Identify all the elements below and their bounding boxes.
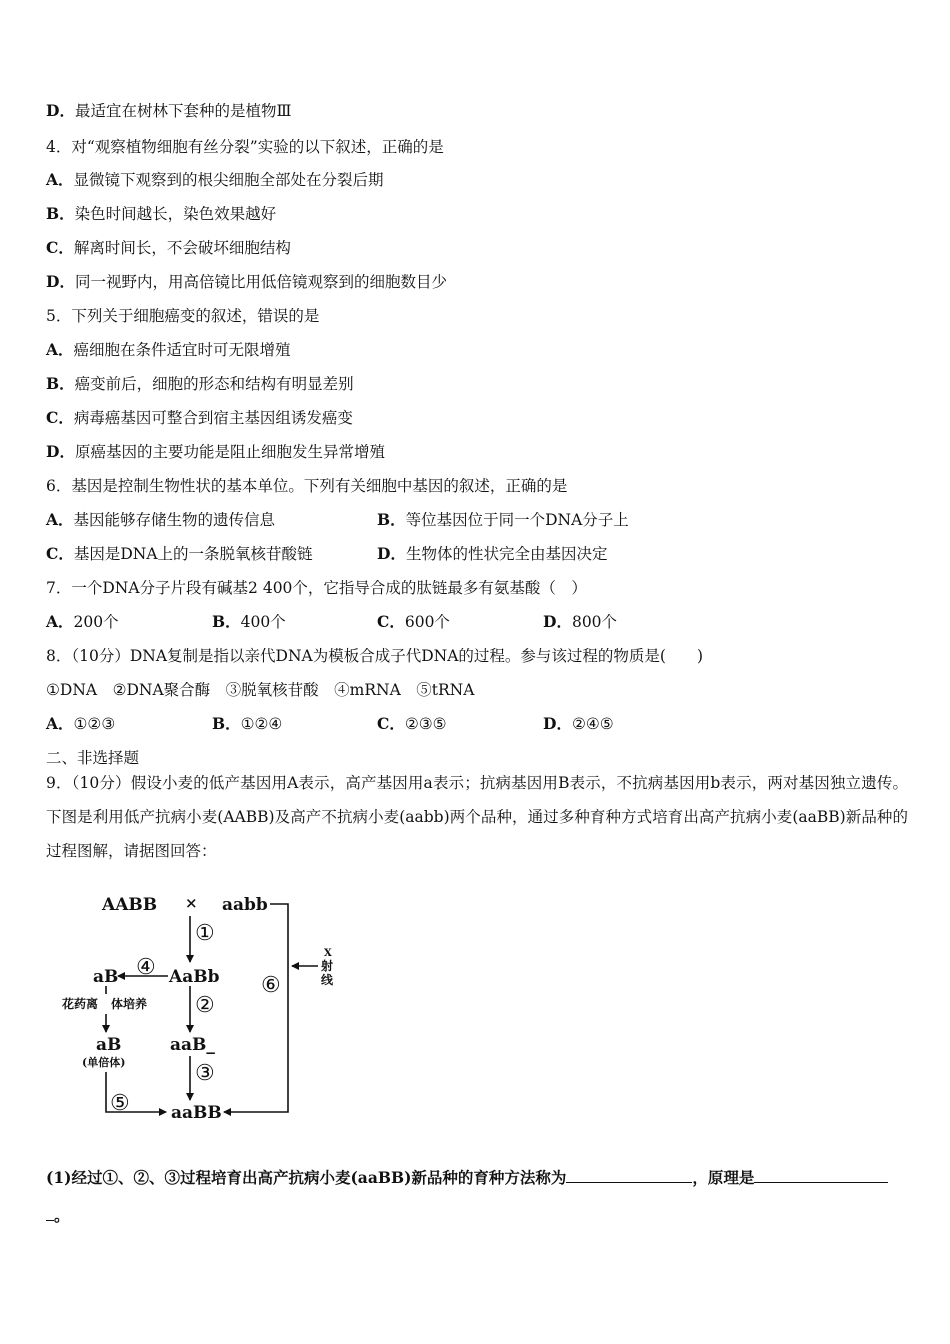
final-genotype: aaBB <box>171 1103 222 1123</box>
option-label: D． <box>46 442 75 461</box>
q7-stem: 7．一个DNA分子片段有碱基2 400个，它指导合成的肽链最多有氨基酸（ ） <box>46 579 587 597</box>
option-label: C． <box>46 408 74 427</box>
q9-stem-text: 假设小麦的低产基因用A表示，高产基因用a表示；抗病基因用B表示，不抗病基因用b表示，两对基因独立遗传。下图是利用低产抗病小麦(AABB)及高产不抗病小麦(aabb)两个品种，通过多种育种方式培育出高产抗病小麦(aaBB)新品种的过程图解，请据图回答： <box>46 774 908 860</box>
option-text: 400个 <box>240 613 286 631</box>
selected-genotype: aaB_ <box>170 1035 215 1055</box>
q6-stem: 6．基因是控制生物性状的基本单位。下列有关细胞中基因的叙述，正确的是 <box>46 477 568 495</box>
q9-sub1 <box>46 1166 888 1188</box>
culture-label-2: 体培养 <box>111 997 148 1011</box>
q7-option-c <box>377 612 450 632</box>
option-text: 染色时间越长，染色效果越好 <box>74 205 277 223</box>
section-heading: 二、非选择题 <box>46 749 140 767</box>
q8-stem <box>46 646 703 666</box>
option-label: A． <box>46 714 74 733</box>
option-text: ①②③ <box>73 715 116 733</box>
answer-blank-method[interactable] <box>566 1166 692 1183</box>
f1-genotype: AaBb <box>169 967 220 987</box>
q4-option-b <box>46 204 276 224</box>
q7-option-d <box>543 612 617 632</box>
option-text: 癌变前后，细胞的形态和结构有明显差别 <box>74 375 354 393</box>
q6-option-b <box>377 510 629 530</box>
option-label: C． <box>377 612 405 631</box>
option-label: B． <box>212 612 241 631</box>
option-label: B． <box>46 374 75 393</box>
option-label: C． <box>46 544 74 563</box>
q5-option-c <box>46 408 353 428</box>
q9-score: 9．（10分） <box>46 774 131 792</box>
q8-score: 8．（10分） <box>46 647 130 665</box>
option-text: 最适宜在树林下套种的是植物Ⅲ <box>74 102 292 120</box>
q8-option-c <box>377 714 447 734</box>
q7-option-a <box>46 612 119 632</box>
option-label: B． <box>46 204 75 223</box>
q9-sub1-cont <box>46 1204 70 1226</box>
option-text: 等位基因位于同一个DNA分子上 <box>405 511 629 529</box>
q4-option-c <box>46 238 291 258</box>
gamete-genotype: aB <box>93 967 119 987</box>
arrow-step-6 <box>224 904 288 1112</box>
parent-aabb-recessive: aabb <box>222 895 268 915</box>
q8-option-a <box>46 714 115 734</box>
option-label: A． <box>46 510 74 529</box>
q6-option-a <box>46 510 275 530</box>
cross-sign: × <box>185 894 198 912</box>
option-text: 生物体的性状完全由基因决定 <box>405 545 608 563</box>
step-5-label: ⑤ <box>110 1091 130 1116</box>
q9-stem <box>46 766 908 868</box>
q4-option-d <box>46 272 447 292</box>
option-text: 显微镜下观察到的根尖细胞全部处在分裂后期 <box>73 171 384 189</box>
q5-option-d <box>46 442 385 462</box>
q8-option-d <box>543 714 614 734</box>
option-text: 600个 <box>404 613 450 631</box>
haploid-genotype: aB <box>96 1035 122 1055</box>
step-6-label: ⑥ <box>261 973 281 998</box>
option-text: 基因是DNA上的一条脱氧核苷酸链 <box>73 545 313 563</box>
q5-option-a <box>46 340 291 360</box>
q8-option-b <box>212 714 282 734</box>
option-label: D． <box>543 714 572 733</box>
q5-stem: 5．下列关于细胞癌变的叙述，错误的是 <box>46 307 320 325</box>
xray-label-she: 射 <box>321 959 334 973</box>
option-text: 基因能够存储生物的遗传信息 <box>73 511 276 529</box>
q9-sub1-end: 。 <box>54 1206 70 1225</box>
option-label: B． <box>377 510 406 529</box>
option-label: D． <box>46 101 75 120</box>
haploid-note: (单倍体) <box>82 1056 126 1069</box>
q3-option-d <box>46 101 291 121</box>
option-text: 200个 <box>73 613 119 631</box>
option-label: D． <box>377 544 406 563</box>
step-3-label: ③ <box>195 1061 215 1086</box>
option-label: C． <box>46 238 74 257</box>
option-text: ②③⑤ <box>404 715 447 733</box>
breeding-diagram <box>56 886 356 1126</box>
option-label: D． <box>46 272 75 291</box>
option-text: 解离时间长，不会破坏细胞结构 <box>73 239 291 257</box>
xray-label-xian: 线 <box>321 973 334 987</box>
q9-sub1-mid: ，原理是 <box>692 1168 755 1187</box>
parent-aabb-dominant: AABB <box>102 895 158 915</box>
q4-option-a <box>46 170 384 190</box>
option-text: 800个 <box>571 613 618 631</box>
q8-stem-text: DNA复制是指以亲代DNA为模板合成子代DNA的过程。参与该过程的物质是( ) <box>129 647 703 665</box>
q6-option-c <box>46 544 313 564</box>
option-text: 同一视野内，用高倍镜比用低倍镜观察到的细胞数目少 <box>74 273 447 291</box>
q9-sub1-text: (1)经过①、②、③过程培育出高产抗病小麦(aaBB)新品种的育种方法称为 <box>46 1168 567 1187</box>
step-4-label: ④ <box>136 955 156 980</box>
option-text: 病毒癌基因可整合到宿主基因组诱发癌变 <box>73 409 353 427</box>
option-text: 癌细胞在条件适宜时可无限增殖 <box>73 341 291 359</box>
option-label: A． <box>46 340 74 359</box>
option-text: ②④⑤ <box>571 715 614 733</box>
step-2-label: ② <box>195 993 215 1018</box>
option-text: 原癌基因的主要功能是阻止细胞发生异常增殖 <box>74 443 385 461</box>
option-label: D． <box>543 612 572 631</box>
q8-items: ①DNA ②DNA聚合酶 ③脱氧核苷酸 ④mRNA ⑤tRNA <box>46 681 475 699</box>
q7-option-b <box>212 612 286 632</box>
option-label: B． <box>212 714 241 733</box>
culture-label-1: 花药离 <box>62 997 99 1011</box>
option-label: A． <box>46 170 74 189</box>
step-1-label: ① <box>195 921 215 946</box>
q6-option-d <box>377 544 607 564</box>
q5-option-b <box>46 374 354 394</box>
answer-blank-principle[interactable] <box>754 1166 888 1183</box>
option-label: C． <box>377 714 405 733</box>
xray-label-x: X <box>324 948 332 959</box>
answer-blank-principle-cont[interactable] <box>46 1204 54 1221</box>
q4-stem: 4．对“观察植物细胞有丝分裂”实验的以下叙述，正确的是 <box>46 138 444 156</box>
option-label: A． <box>46 612 74 631</box>
option-text: ①②④ <box>240 715 283 733</box>
